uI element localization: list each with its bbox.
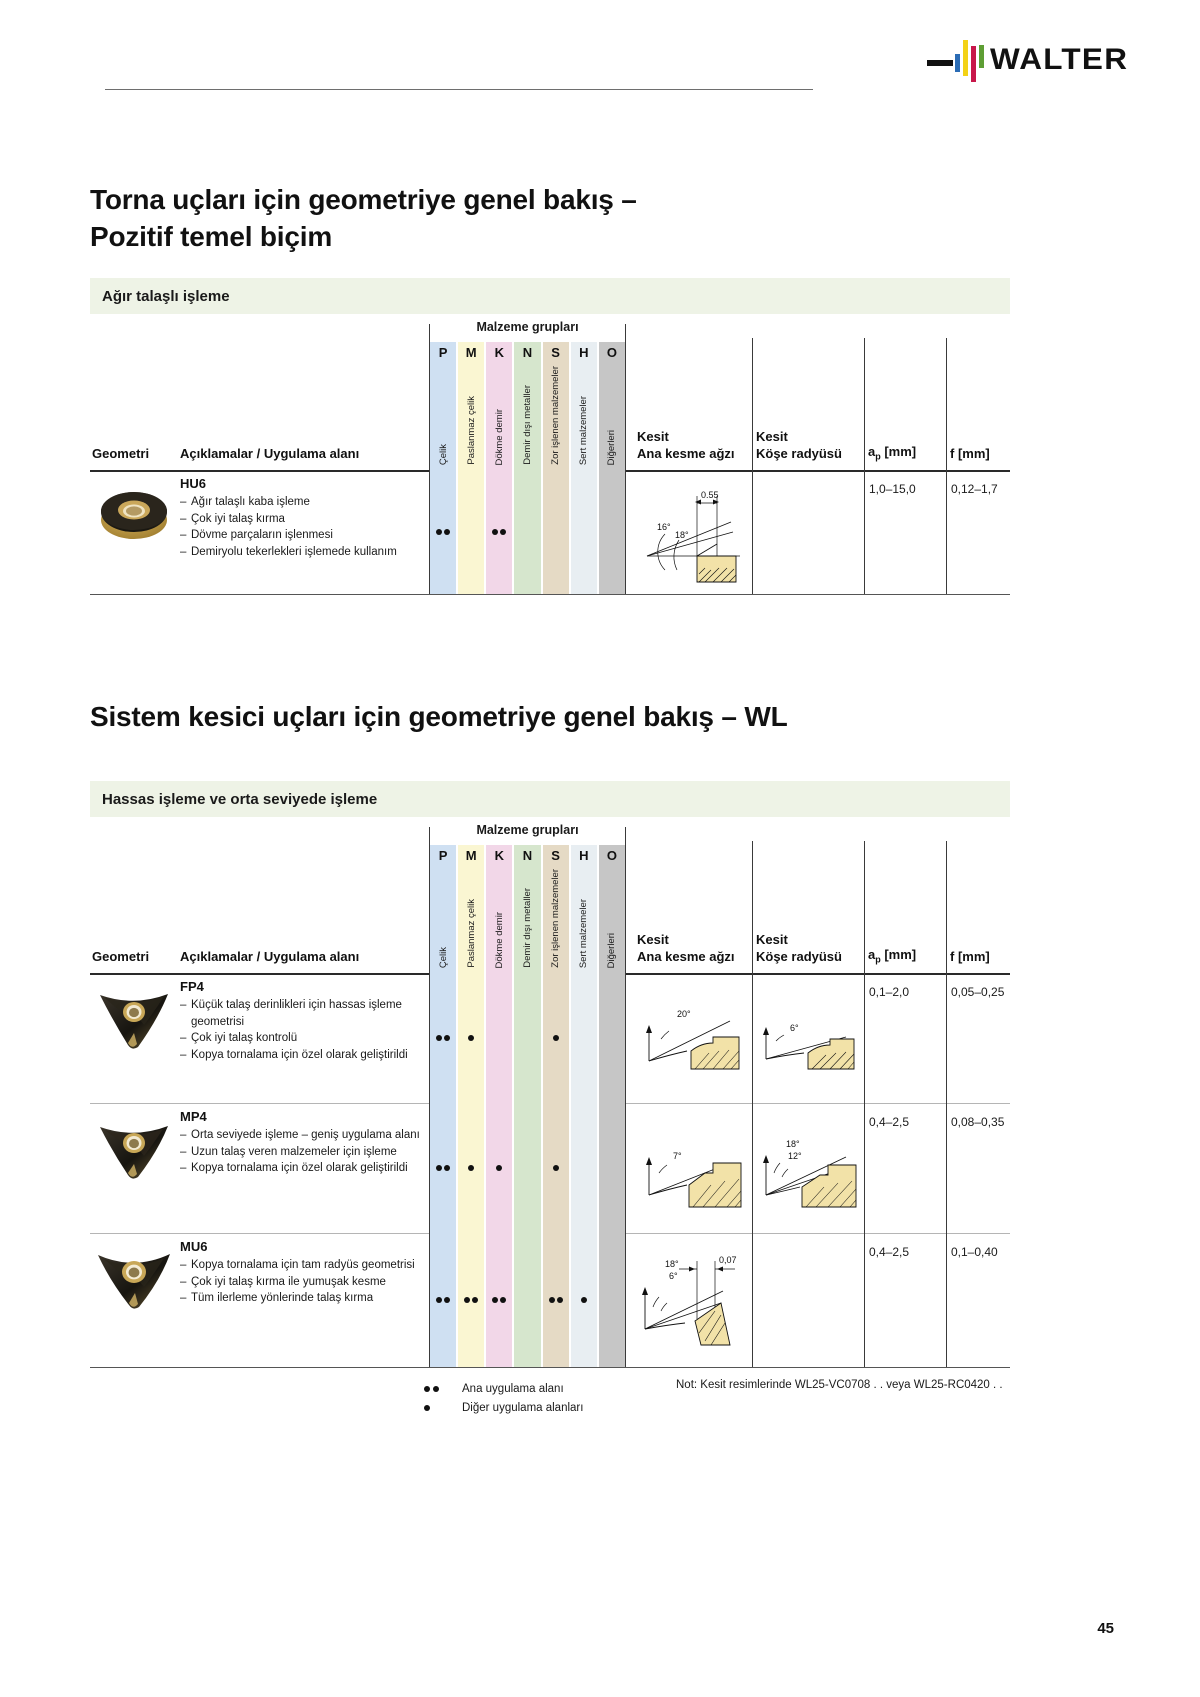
- geometry-name: HU6: [180, 476, 207, 491]
- col-header-kesit-ana: Kesit Ana kesme ağzı: [637, 931, 735, 965]
- vline-body-mg-left: [429, 1103, 430, 1233]
- vline-mg-left: [429, 324, 430, 470]
- geometry-description-mu6: [180, 1239, 425, 1307]
- value-f: 0,08–0,35: [951, 1115, 1005, 1129]
- table-row: [90, 470, 1010, 594]
- application-dot: [553, 1035, 559, 1041]
- application-cell-O: [599, 973, 625, 1103]
- vline-body-mg-left: [429, 470, 430, 594]
- material-group-label: Dökme demir: [493, 911, 505, 968]
- application-cell-O: [599, 1103, 625, 1233]
- cross-section-corner-fp4: [754, 973, 866, 1103]
- material-group-letter: N: [522, 848, 533, 863]
- material-group-label: Paslanmaz çelik: [465, 899, 477, 968]
- application-cell-K: [486, 470, 514, 594]
- kesit-ana-line1: Kesit: [637, 428, 669, 444]
- vline-f: [946, 338, 947, 470]
- value-f: 0,05–0,25: [951, 985, 1005, 999]
- kesit-ana-line2: Ana kesme ağzı: [637, 446, 735, 462]
- vline-body-f: [946, 470, 947, 594]
- legend-secondary-dot-icon: [424, 1405, 462, 1411]
- geometry-bullet: – Kopya tornalama için özel olarak geliştirildi: [180, 1160, 425, 1177]
- material-group-vlabel-wrap: [514, 385, 540, 465]
- col-header-ap: $a_p$ [mm]: [868, 444, 917, 462]
- application-dots: [430, 1165, 456, 1171]
- geometry-bullet: – Demiryolu tekerlekleri işlemede kullanım: [180, 544, 425, 561]
- application-dot: [444, 1297, 450, 1303]
- material-groups-band: [430, 819, 625, 973]
- application-cell-P: [430, 470, 458, 594]
- material-group-letter: O: [606, 848, 617, 863]
- geometry-bullets: [180, 997, 425, 1064]
- insert-photo-mp4: [92, 1111, 176, 1181]
- application-cell-M: [458, 1233, 486, 1367]
- material-group-label: Paslanmaz çelik: [465, 396, 477, 465]
- svg-text:7°: 7°: [673, 1151, 682, 1161]
- application-dot: [549, 1297, 555, 1303]
- application-dots: [458, 1035, 484, 1041]
- material-group-col-K: [486, 342, 514, 470]
- walter-logo: [927, 38, 1129, 82]
- page-title-1: [90, 182, 850, 256]
- material-group-col-N: [514, 845, 542, 973]
- col-header-aciklamalar: Açıklamalar / Uygulama alanı: [180, 446, 360, 461]
- application-dots: [430, 1297, 456, 1303]
- material-group-label: Çelik: [437, 443, 449, 465]
- material-group-label: Çelik: [437, 946, 449, 968]
- material-group-letter: K: [494, 848, 505, 863]
- value-ap: 0,4–2,5: [869, 1115, 910, 1129]
- application-dot: [444, 1035, 450, 1041]
- legend-row-secondary: [424, 1398, 583, 1417]
- application-cell-P: [430, 973, 458, 1103]
- vline-kesit: [752, 841, 753, 973]
- material-group-vlabel-wrap: [543, 366, 569, 465]
- vline-body-kesit: [752, 1233, 753, 1367]
- geometry-bullet: – Dövme parçaların işlenmesi: [180, 527, 425, 544]
- banner-label: Hassas işleme ve orta seviyede işleme: [102, 790, 378, 808]
- material-group-label: Zor işlenen malzemeler: [550, 869, 562, 968]
- banner-label: Ağır talaşlı işleme: [102, 287, 230, 305]
- vline-f: [946, 841, 947, 973]
- geometry-bullet: – Küçük talaş derinlikleri için hassas işleme: [180, 997, 425, 1014]
- application-dots: [458, 1297, 484, 1303]
- vline-body-ap: [864, 973, 865, 1103]
- vline-body-ap: [864, 1233, 865, 1367]
- material-group-vlabel-wrap: [571, 396, 597, 465]
- geometry-bullets: [180, 1257, 425, 1307]
- material-group-letter: S: [551, 345, 560, 360]
- application-dots: [430, 529, 456, 535]
- application-cell-N: [514, 1103, 542, 1233]
- material-group-label: Dökme demir: [493, 408, 505, 465]
- application-dots: [486, 529, 512, 535]
- svg-text:12°: 12°: [788, 1151, 802, 1161]
- material-groups-title: Malzeme grupları: [476, 320, 579, 334]
- vline-mg-right: [625, 324, 626, 470]
- material-group-col-S: [543, 342, 571, 470]
- vline-body-kesit: [752, 470, 753, 594]
- cross-section-main-fp4: [635, 973, 753, 1103]
- table2-header: [90, 819, 1010, 973]
- application-cell-N: [514, 1233, 542, 1367]
- material-group-label: Sert malzemeler: [578, 395, 590, 465]
- material-group-col-K: [486, 845, 514, 973]
- geometry-description-fp4: [180, 979, 425, 1064]
- application-cell-K: [486, 1103, 514, 1233]
- insert-photo-hu6: [92, 478, 176, 548]
- material-group-vlabel-wrap: [458, 899, 484, 968]
- vline-body-f: [946, 1233, 947, 1367]
- vline-mg-right: [625, 827, 626, 973]
- value-ap: 1,0–15,0: [869, 482, 916, 496]
- application-cell-N: [514, 470, 542, 594]
- application-cell-M: [458, 470, 486, 594]
- logo-dash-icon: [927, 60, 953, 66]
- logo-wordmark: WALTER: [990, 43, 1129, 76]
- svg-text:18°: 18°: [675, 530, 689, 540]
- legend-primary-label: Ana uygulama alanı: [462, 1382, 564, 1395]
- geometry-bullet: – Tüm ilerleme yönlerinde talaş kırma: [180, 1290, 425, 1307]
- section-banner-heavy-machining: [90, 278, 1010, 314]
- application-dot: [436, 1165, 442, 1171]
- material-group-letter: P: [438, 345, 448, 360]
- material-group-col-P: [430, 845, 458, 973]
- cross-section-main-hu6: [635, 470, 753, 594]
- material-group-letter: H: [579, 345, 589, 360]
- col-header-ap: $a_p$ [mm]: [868, 947, 917, 965]
- geometry-name: MU6: [180, 1239, 208, 1254]
- kesit-kose-line2: Köşe radyüsü: [756, 446, 842, 462]
- value-ap: 0,1–2,0: [869, 985, 910, 999]
- material-group-col-H: [571, 845, 599, 973]
- value-f: 0,12–1,7: [951, 482, 998, 496]
- geometry-bullet: – Orta seviyede işleme – geniş uygulama alanı: [180, 1127, 425, 1144]
- geometry-table-heavy: [90, 316, 1010, 594]
- svg-text:18°: 18°: [665, 1259, 679, 1269]
- application-cell-P: [430, 1103, 458, 1233]
- material-group-col-P: [430, 342, 458, 470]
- geometry-bullet: – Çok iyi talaş kontrolü: [180, 1030, 425, 1047]
- material-group-col-H: [571, 342, 599, 470]
- geometry-name: FP4: [180, 979, 204, 994]
- application-dot: [496, 1165, 502, 1171]
- application-dots: [486, 1165, 512, 1171]
- material-group-vlabel-wrap: [599, 430, 625, 465]
- geometry-name: MP4: [180, 1109, 207, 1124]
- application-dot: [492, 1297, 498, 1303]
- vline-body-mg-right: [625, 1233, 626, 1367]
- material-group-vlabel-wrap: [543, 869, 569, 968]
- geometry-bullet: – Ağır talaşlı kaba işleme: [180, 494, 425, 511]
- application-cell-P: [430, 1233, 458, 1367]
- vline-body-mg-left: [429, 973, 430, 1103]
- vline-kesit: [752, 338, 753, 470]
- material-group-letter: M: [465, 345, 477, 360]
- col-header-kesit-kose: Kesit Köşe radyüsü: [756, 931, 842, 965]
- svg-text:0.55: 0.55: [701, 490, 719, 500]
- geometry-bullet: – Uzun talaş veren malzemeler için işleme: [180, 1144, 425, 1161]
- page-number: 45: [1097, 1620, 1114, 1637]
- svg-text:20°: 20°: [677, 1009, 691, 1019]
- application-cell-K: [486, 1233, 514, 1367]
- material-groups-band: [430, 316, 625, 470]
- application-strip: [430, 1103, 625, 1233]
- application-strip: [430, 470, 625, 594]
- geometry-description-mp4: [180, 1109, 425, 1177]
- material-group-letter: N: [522, 345, 533, 360]
- vline-body-mg-right: [625, 973, 626, 1103]
- section-banner-finishing: [90, 781, 1010, 817]
- application-dots: [486, 1297, 512, 1303]
- vline-body-ap: [864, 470, 865, 594]
- application-dot: [468, 1035, 474, 1041]
- application-dot: [444, 529, 450, 535]
- table1-bottom-rule: [90, 594, 1010, 595]
- geometry-bullet: – Çok iyi talaş kırma: [180, 511, 425, 528]
- application-cell-O: [599, 1233, 625, 1367]
- material-group-letter: K: [494, 345, 505, 360]
- vline-body-mg-right: [625, 470, 626, 594]
- application-cell-S: [543, 1103, 571, 1233]
- legend: [424, 1379, 583, 1417]
- col-header-kesit-kose: [756, 428, 842, 463]
- vline-body-mg-left: [429, 1233, 430, 1367]
- col-header-geometri: Geometri: [92, 949, 150, 964]
- material-group-col-M: [458, 342, 486, 470]
- page-title-1-line1: Torna uçları için geometriye genel bakış –: [90, 183, 637, 215]
- application-dots: [543, 1297, 569, 1303]
- application-dots: [571, 1297, 597, 1303]
- material-group-letter: M: [465, 848, 477, 863]
- header-divider: [105, 89, 813, 90]
- material-group-letter: H: [579, 848, 589, 863]
- geometry-bullet: – Çok iyi talaş kırma ile yumuşak kesme: [180, 1274, 425, 1291]
- application-dot: [464, 1297, 470, 1303]
- application-cell-K: [486, 973, 514, 1103]
- svg-text:6°: 6°: [790, 1023, 799, 1033]
- vline-ap: [864, 338, 865, 470]
- application-dot: [553, 1165, 559, 1171]
- material-group-columns: [430, 845, 625, 973]
- application-dot: [436, 1297, 442, 1303]
- application-dot: [500, 529, 506, 535]
- svg-text:16°: 16°: [657, 522, 671, 532]
- material-group-label: Demir dışı metaller: [521, 385, 533, 465]
- geometry-bullet: – Kopya tornalama için tam radyüs geometrisi: [180, 1257, 425, 1274]
- material-group-label: Demir dışı metaller: [521, 888, 533, 968]
- application-dots: [458, 1165, 484, 1171]
- application-dot: [557, 1297, 563, 1303]
- vline-body-mg-right: [625, 1103, 626, 1233]
- material-group-col-S: [543, 845, 571, 973]
- material-group-label: Sert malzemeler: [578, 898, 590, 968]
- material-group-vlabel-wrap: [430, 444, 456, 465]
- kesit-kose-line1: Kesit: [756, 428, 788, 444]
- geometry-bullets: [180, 494, 425, 561]
- legend-row-primary: [424, 1379, 583, 1398]
- material-group-vlabel-wrap: [486, 912, 512, 969]
- table-row: [90, 973, 1010, 1103]
- application-strip: [430, 1233, 625, 1367]
- application-cell-H: [571, 470, 599, 594]
- geometry-bullet: geometrisi: [191, 1015, 245, 1028]
- material-group-label: Diğerleri: [606, 429, 618, 465]
- svg-text:18°: 18°: [786, 1139, 800, 1149]
- geometry-bullets: [180, 1127, 425, 1177]
- material-group-columns: [430, 342, 625, 470]
- legend-primary-dots-icon: [424, 1386, 462, 1392]
- application-cell-S: [543, 470, 571, 594]
- value-f: 0,1–0,40: [951, 1245, 998, 1259]
- material-group-vlabel-wrap: [458, 396, 484, 465]
- application-strip: [430, 973, 625, 1103]
- cross-section-main-mp4: [635, 1103, 753, 1233]
- application-dot: [472, 1297, 478, 1303]
- application-dot: [492, 529, 498, 535]
- application-dots: [543, 1165, 569, 1171]
- cross-section-corner-mp4: [754, 1103, 866, 1233]
- material-group-vlabel-wrap: [571, 899, 597, 968]
- table2-bottom-rule: [90, 1367, 1010, 1368]
- col-header-geometri: Geometri: [92, 446, 150, 461]
- col-header-aciklamalar: Açıklamalar / Uygulama alanı: [180, 949, 360, 964]
- vline-mg-left: [429, 827, 430, 973]
- logo-bars-icon: [955, 38, 985, 82]
- material-group-vlabel-wrap: [486, 409, 512, 466]
- application-dots: [430, 1035, 456, 1041]
- application-dot: [468, 1165, 474, 1171]
- svg-text:0,07: 0,07: [719, 1255, 737, 1265]
- svg-text:6°: 6°: [669, 1271, 678, 1281]
- material-group-vlabel-wrap: [514, 888, 540, 968]
- legend-secondary-label: Diğer uygulama alanları: [462, 1401, 584, 1414]
- material-group-vlabel-wrap: [599, 933, 625, 968]
- col-header-f: f [mm]: [950, 446, 990, 462]
- application-dots: [543, 1035, 569, 1041]
- material-group-col-N: [514, 342, 542, 470]
- application-cell-M: [458, 973, 486, 1103]
- vline-body-f: [946, 1103, 947, 1233]
- page-header: [0, 0, 1200, 120]
- page-title-1-line2: Pozitif temel biçim: [90, 220, 333, 252]
- vline-body-kesit: [752, 973, 753, 1103]
- material-group-col-O: [599, 845, 625, 973]
- application-cell-S: [543, 973, 571, 1103]
- vline-ap: [864, 841, 865, 973]
- col-header-kesit-ana: [637, 428, 735, 463]
- col-header-f: f [mm]: [950, 949, 990, 965]
- material-group-letter: S: [551, 848, 560, 863]
- vline-body-kesit: [752, 1103, 753, 1233]
- table-row: [90, 1103, 1010, 1233]
- application-cell-H: [571, 973, 599, 1103]
- material-groups-title: Malzeme grupları: [476, 823, 579, 837]
- vline-body-ap: [864, 1103, 865, 1233]
- application-cell-O: [599, 470, 625, 594]
- material-group-label: Diğerleri: [606, 932, 618, 968]
- application-dot: [436, 529, 442, 535]
- material-group-col-O: [599, 342, 625, 470]
- insert-photo-fp4: [92, 981, 176, 1051]
- application-dot: [500, 1297, 506, 1303]
- footnote: Not: Kesit resimlerinde WL25-VC0708 . . veya WL25-RC0420 . .: [676, 1379, 1003, 1391]
- table1-header: [90, 316, 1010, 470]
- application-cell-S: [543, 1233, 571, 1367]
- application-cell-H: [571, 1103, 599, 1233]
- material-group-letter: P: [438, 848, 448, 863]
- application-cell-H: [571, 1233, 599, 1367]
- application-dot: [436, 1035, 442, 1041]
- geometry-description-hu6: [180, 476, 425, 561]
- application-dot: [581, 1297, 587, 1303]
- material-group-vlabel-wrap: [430, 947, 456, 968]
- application-cell-N: [514, 973, 542, 1103]
- material-group-label: Zor işlenen malzemeler: [550, 366, 562, 465]
- application-cell-M: [458, 1103, 486, 1233]
- vline-body-f: [946, 973, 947, 1103]
- value-ap: 0,4–2,5: [869, 1245, 910, 1259]
- cross-section-main-mu6: [635, 1233, 753, 1367]
- material-group-letter: O: [606, 345, 617, 360]
- table-row: [90, 1233, 1010, 1367]
- page-title-2: Sistem kesici uçları için geometriye genel bakış – WL: [90, 700, 788, 732]
- material-group-col-M: [458, 845, 486, 973]
- application-dot: [444, 1165, 450, 1171]
- insert-photo-mu6: [92, 1241, 176, 1311]
- geometry-bullet: – Kopya tornalama için özel olarak geliştirildi: [180, 1047, 425, 1064]
- geometry-table-wl: [90, 819, 1010, 1367]
